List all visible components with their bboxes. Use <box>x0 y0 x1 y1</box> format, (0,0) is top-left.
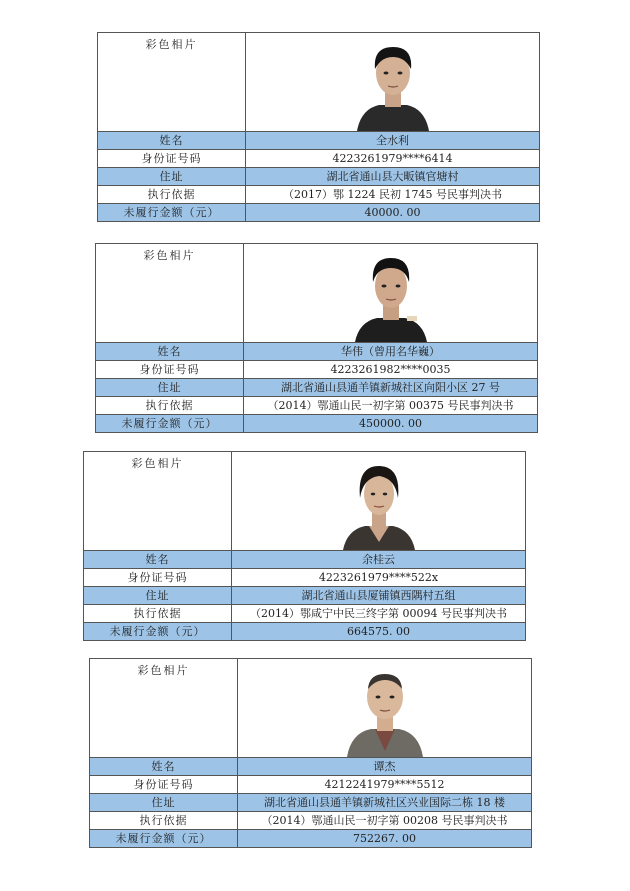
name-value: 华伟（曾用名华巍） <box>341 345 440 358</box>
amount-value: 40000. 00 <box>364 206 421 219</box>
name-label: 姓名 <box>90 758 238 775</box>
id-label: 身份证号码 <box>84 569 232 586</box>
photo-label: 彩色相片 <box>84 452 232 550</box>
basis-value: （2014）鄂咸宁中民三终字第 00094 号民事判决书 <box>250 607 507 620</box>
debtor-card <box>89 658 532 848</box>
basis-row <box>90 812 531 830</box>
id-label: 身份证号码 <box>90 776 238 793</box>
address-value: 湖北省通山县通羊镇新城社区兴业国际二栋 18 楼 <box>264 796 505 809</box>
address-label: 住址 <box>84 587 232 604</box>
id-value: 4223261979****522x <box>318 571 439 584</box>
basis-label: 执行依据 <box>90 812 238 829</box>
debtor-card <box>83 451 526 641</box>
id-row <box>96 361 537 379</box>
address-label: 住址 <box>96 379 244 396</box>
name-value: 谭杰 <box>373 760 396 773</box>
id-row <box>84 569 525 587</box>
basis-row <box>96 397 537 415</box>
portrait-photo <box>246 33 539 131</box>
amount-label: 未履行金额（元） <box>96 415 244 432</box>
id-row <box>90 776 531 794</box>
address-row <box>96 379 537 397</box>
amount-value: 450000. 00 <box>359 417 422 430</box>
basis-row <box>84 605 525 623</box>
basis-label: 执行依据 <box>84 605 232 622</box>
name-label: 姓名 <box>96 343 244 360</box>
amount-label: 未履行金额（元） <box>90 830 238 847</box>
id-label: 身份证号码 <box>98 150 246 167</box>
basis-value: （2017）鄂 1224 民初 1745 号民事判决书 <box>283 188 502 201</box>
address-value: 湖北省通山县大畈镇官塘村 <box>326 170 459 183</box>
address-value: 湖北省通山县通羊镇新城社区向阳小区 27 号 <box>281 381 500 394</box>
address-value: 湖北省通山县厦铺镇西隅村五组 <box>301 589 456 602</box>
basis-label: 执行依据 <box>96 397 244 414</box>
address-row <box>98 168 539 186</box>
name-label: 姓名 <box>84 551 232 568</box>
name-row <box>96 343 537 361</box>
amount-row <box>90 830 531 847</box>
amount-label: 未履行金额（元） <box>84 623 232 640</box>
basis-label: 执行依据 <box>98 186 246 203</box>
amount-row <box>98 204 539 221</box>
address-row <box>84 587 525 605</box>
amount-row <box>84 623 525 640</box>
photo-label: 彩色相片 <box>90 659 238 757</box>
id-row <box>98 150 539 168</box>
basis-row <box>98 186 539 204</box>
address-row <box>90 794 531 812</box>
amount-row <box>96 415 537 432</box>
debtor-card <box>95 243 538 433</box>
name-value: 全水利 <box>376 134 409 147</box>
amount-label: 未履行金额（元） <box>98 204 246 221</box>
basis-value: （2014）鄂通山民一初字第 00208 号民事判决书 <box>261 814 508 827</box>
debtor-card <box>97 32 540 222</box>
id-value: 4223261982****0035 <box>330 363 451 376</box>
portrait-photo <box>232 452 525 550</box>
portrait-photo <box>244 244 537 342</box>
name-label: 姓名 <box>98 132 246 149</box>
photo-label: 彩色相片 <box>96 244 244 342</box>
id-label: 身份证号码 <box>96 361 244 378</box>
id-value: 4212241979****5512 <box>324 778 445 791</box>
id-value: 4223261979****6414 <box>332 152 453 165</box>
name-row <box>98 132 539 150</box>
name-value: 余桂云 <box>362 553 395 566</box>
amount-value: 752267. 00 <box>353 832 416 845</box>
basis-value: （2014）鄂通山民一初字第 00375 号民事判决书 <box>267 399 514 412</box>
amount-value: 664575. 00 <box>347 625 410 638</box>
name-row <box>90 758 531 776</box>
address-label: 住址 <box>98 168 246 185</box>
address-label: 住址 <box>90 794 238 811</box>
portrait-photo <box>238 659 531 757</box>
name-row <box>84 551 525 569</box>
photo-label: 彩色相片 <box>98 33 246 131</box>
